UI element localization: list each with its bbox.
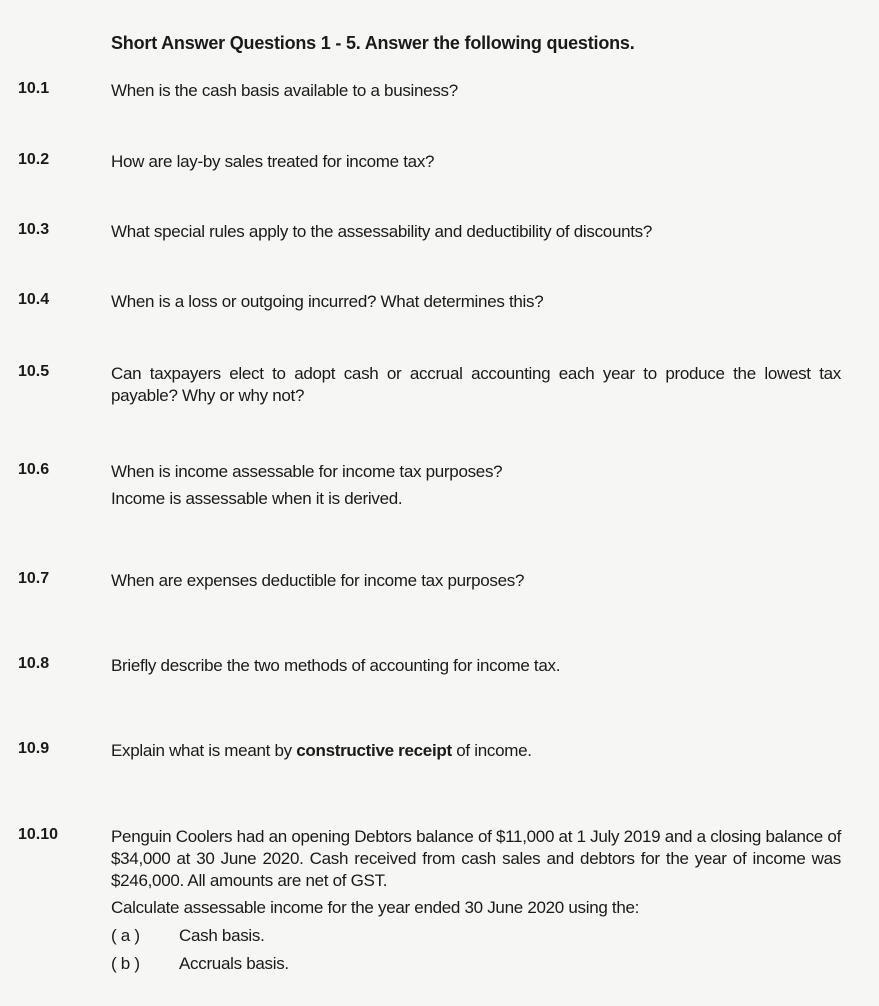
question-number: 10.3 xyxy=(18,221,50,238)
question-text-before: Explain what is meant by xyxy=(111,741,297,760)
option-a xyxy=(111,925,841,947)
option-label: ( a ) xyxy=(111,926,140,945)
option-text: Accruals basis. xyxy=(179,954,289,973)
question-text: When is income assessable for income tax purposes? xyxy=(111,462,503,481)
question-text: Penguin Coolers had an opening Debtors balance of $11,000 at 1 July 2019 and a closing balance of $34,000 at 30 June 2020. Cash received from cash sales and debtors for the year of income was $246,000. All amounts are net of GST. xyxy=(111,827,841,890)
page-heading: Short Answer Questions 1 - 5. Answer the following questions. xyxy=(111,33,635,53)
option-text: Cash basis. xyxy=(179,926,265,945)
question-text-after: of income. xyxy=(451,741,532,760)
option-b xyxy=(111,953,841,975)
question-text: When is a loss or outgoing incurred? What determines this? xyxy=(111,292,544,311)
question-instruction: Calculate assessable income for the year ended 30 June 2020 using the: xyxy=(111,898,640,917)
question-number: 10.10 xyxy=(18,826,59,843)
question-body xyxy=(111,826,841,975)
question-number: 10.9 xyxy=(18,740,50,757)
question-text: When is the cash basis available to a business? xyxy=(111,81,458,100)
question-text: Can taxpayers elect to adopt cash or accrual accounting each year to produce the lowest tax payable? Why or why not? xyxy=(111,364,841,405)
question-body xyxy=(111,461,841,510)
question-number: 10.7 xyxy=(18,570,50,587)
question-number: 10.4 xyxy=(18,291,50,308)
option-label: ( b ) xyxy=(111,954,140,973)
question-number: 10.6 xyxy=(18,461,50,478)
question-number: 10.8 xyxy=(18,655,50,672)
keyword-constructive-receipt: constructive receipt xyxy=(296,741,452,760)
question-number: 10.1 xyxy=(18,80,50,97)
question-text xyxy=(111,740,841,762)
question-text: Briefly describe the two methods of accounting for income tax. xyxy=(111,656,561,675)
question-text: How are lay-by sales treated for income tax? xyxy=(111,152,435,171)
answer-text: Income is assessable when it is derived. xyxy=(111,489,403,508)
question-number: 10.2 xyxy=(18,151,50,168)
question-text: When are expenses deductible for income tax purposes? xyxy=(111,571,525,590)
question-number: 10.5 xyxy=(18,363,50,380)
question-text: What special rules apply to the assessability and deductibility of discounts? xyxy=(111,222,653,241)
